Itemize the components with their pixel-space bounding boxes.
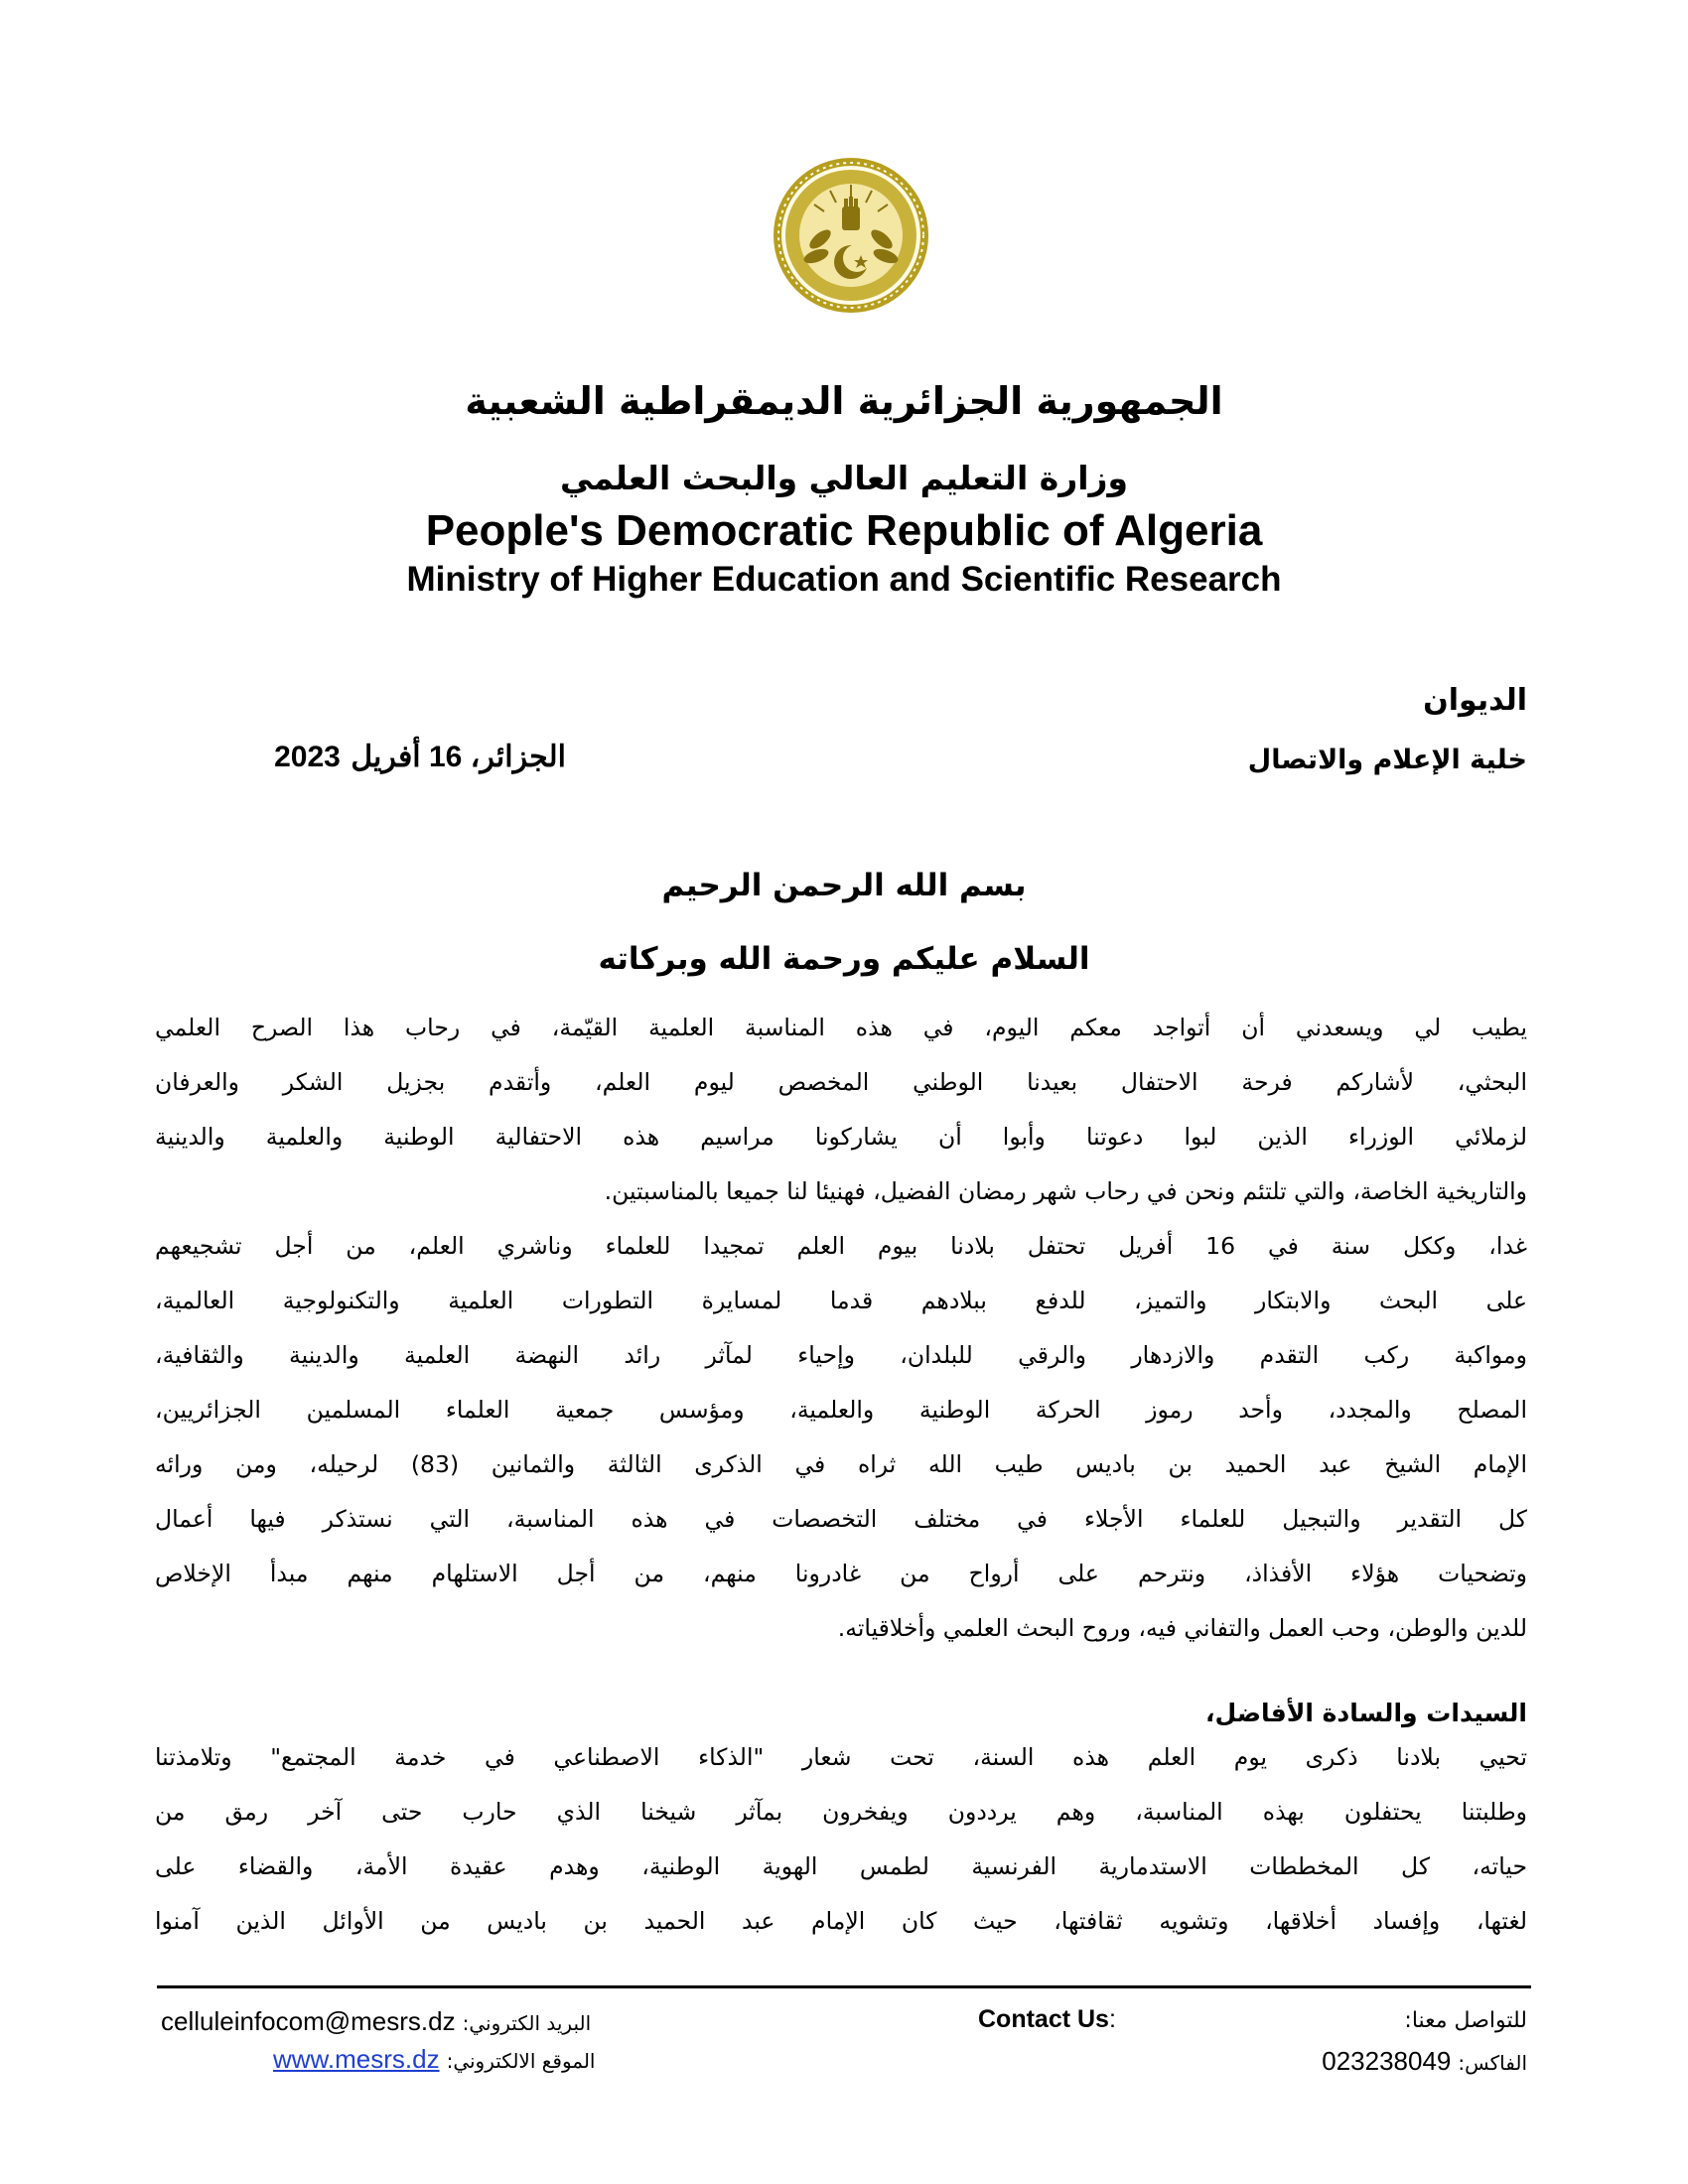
contact-us-label: Contact Us [978,2005,1109,2033]
email-value[interactable]: celluleinfocom@mesrs.dz [161,2006,456,2036]
website-link[interactable]: www.mesrs.dz [273,2044,440,2074]
footer-divider [157,1985,1531,1988]
fax-value: 023238049 [1322,2046,1452,2076]
text-line: المصلح والمجدد، وأحد رموز الحركة الوطنية والعلمية، ومؤسس جمعية العلماء المسلمين الجزائريين، [155,1396,1527,1424]
text-line: تحيي بلادنا ذكرى يوم العلم هذه السنة، تحت شعار "الذكاء الاصطناعي في خدمة المجتمع" وتلامذتنا [155,1743,1527,1771]
text-line: وطلبتنا يحتفلون بهذه المناسبة، وهم يرددون ويفخرون بمآثر شيخنا الذي حارب حتى آخر رمق من [155,1798,1527,1826]
footer-contact-arabic: للتواصل معنا: [1404,2008,1527,2033]
paragraph-2 [155,1219,1527,1656]
text-line: الإمام الشيخ عبد الحميد بن باديس طيب الله ثراه في الذكرى الثالثة والثمانين (83) لرحيله، ومن ورائه [155,1450,1528,1478]
website-label: الموقع الالكتروني: [446,2049,596,2073]
text-line: البحثي، لأشاركم فرحة الاحتفال بعيدنا الوطني المخصص ليوم العلم، وأتقدم بجزيل الشكر والعرفان [155,1068,1527,1096]
paragraph-1 [155,1001,1527,1219]
text-line: للدين والوطن، وحب العمل والتفاني فيه، وروح البحث العلمي وأخلاقياته. [837,1614,1527,1642]
header-arabic-ministry: وزارة التعليم العالي والبحث العلمي [559,459,1129,497]
basmala: بسم الله الرحمن الرحيم [661,868,1027,903]
header-arabic-country: الجمهورية الجزائرية الديمقراطية الشعبية [465,379,1223,423]
text-line: حياته، كل المخططات الاستدمارية الفرنسية لطمس الهوية الوطنية، وهدم عقيدة الأمة، والقضاء على [155,1852,1527,1880]
footer-website [273,2044,596,2075]
text-line: غدا، وككل سنة في 16 أفريل تحتفل بلادنا بيوم العلم تمجيدا للعلماء وناشري العلم، من أجل تشجيعهم [155,1232,1527,1260]
dateline [189,740,566,774]
header-english-country: People's Democratic Republic of Algeria [425,506,1263,555]
text-line: كل التقدير والتبجيل للعلماء الأجلاء في مختلف التخصصات في هذه المناسبة، التي نستذكر فيها أعمال [155,1505,1527,1533]
text-line: وتضحيات هؤلاء الأفذاذ، ونترحم على أرواح من غادرونا منهم، من أجل الاستلهام منهم مبدأ الإخلاص [155,1560,1527,1587]
paragraph-3 [155,1730,1527,1949]
contact-us-colon: : [1108,2005,1116,2033]
fax-label: الفاكس: [1458,2051,1527,2075]
section-heading: السيدات والسادة الأفاضل، [1205,1699,1527,1727]
text-line: لزملائي الوزراء الذين لبوا دعوتنا وأبوا أن يشاركونا مراسيم هذه الاحتفالية الوطنية والعلمية والدينية [155,1123,1527,1151]
text-line: يطيب لي ويسعدني أن أتواجد معكم اليوم، في هذه المناسبة العلمية القيّمة، في رحاب هذا الصرح العلمي [155,1014,1527,1041]
text-line: على البحث والابتكار والتميز، للدفع ببلادهم قدما لمسايرة التطورات العلمية والتكنولوجية العالمية، [155,1287,1527,1314]
text-line: لغتها، وإفساد أخلاقها، وتشويه ثقافتها، حيث كان الإمام عبد الحميد بن باديس من الأوائل الذين آمنوا [155,1907,1527,1935]
date-prefix: الجزائر، 16 أفريل [351,741,566,773]
footer-email [161,2006,591,2037]
date-year: 2023 [274,741,341,773]
office-label: الديوان [1423,683,1527,718]
header-english-ministry: Ministry of Higher Education and Scientific Research [406,560,1282,599]
greeting: السلام عليكم ورحمة الله وبركاته [598,941,1090,977]
text-line: ومواكبة ركب التقدم والازدهار والرقي للبلدان، وإحياء لمآثر رائد النهضة العلمية والدينية والثقافية، [155,1341,1527,1369]
text-line: والتاريخية الخاصة، والتي تلتئم ونحن في رحاب شهر رمضان الفضيل، فهنيئا لنا جميعا بالمناسبتين. [604,1177,1527,1205]
email-label: البريد الكتروني: [462,2011,592,2035]
footer-contact-english [978,2005,1116,2034]
footer-fax [1322,2046,1527,2077]
algeria-emblem-icon [771,155,931,316]
media-cell-label: خلية الإعلام والاتصال [1247,745,1527,775]
